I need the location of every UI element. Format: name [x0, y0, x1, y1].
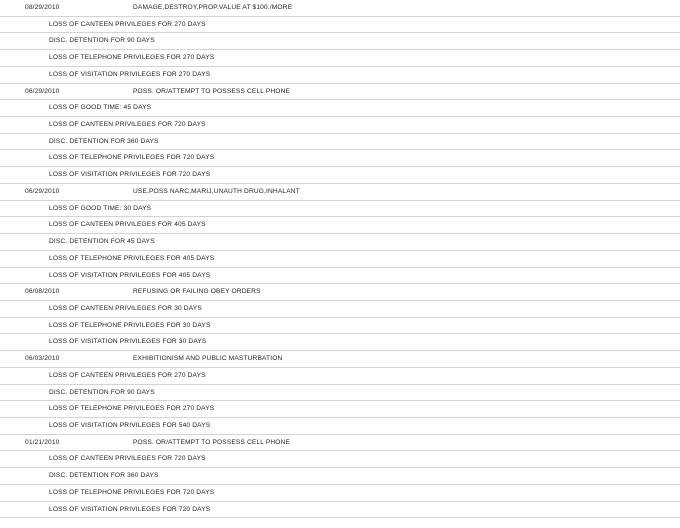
sanction-row: [0, 368, 680, 385]
sanction-text: LOSS OF VISITATION PRIVILEGES FOR 540 DAYS: [49, 421, 211, 429]
incident-row: [0, 184, 680, 201]
sanction-row: [0, 451, 680, 468]
incident-date: 06/08/2010: [25, 288, 60, 296]
sanction-text: LOSS OF GOOD TIME: 30 DAYS: [49, 204, 152, 212]
sanction-text: LOSS OF TELEPHONE PRIVILEGES FOR 30 DAYS: [49, 321, 211, 329]
sanction-text: DISC. DETENTION FOR 90 DAYS: [49, 388, 155, 396]
sanction-row: [0, 50, 680, 67]
sanction-text: LOSS OF VISITATION PRIVILEGES FOR 720 DAYS: [49, 505, 211, 513]
sanction-row: [0, 318, 680, 335]
sanction-row: [0, 201, 680, 218]
incident-offense: REFUSING OR FAILING OBEY ORDERS: [133, 288, 261, 296]
sanction-row: [0, 334, 680, 351]
sanction-text: LOSS OF CANTEEN PRIVILEGES FOR 720 DAYS: [49, 455, 206, 463]
incident-offense: POSS. OR/ATTEMPT TO POSSESS CELL PHONE: [133, 87, 291, 95]
sanction-text: LOSS OF CANTEEN PRIVILEGES FOR 30 DAYS: [49, 304, 202, 312]
sanction-text: DISC. DETENTION FOR 360 DAYS: [49, 137, 159, 145]
sanction-row: [0, 150, 680, 167]
incident-offense: USE,POSS NARC,MARIJ,UNAUTH DRUG,INHALANT: [133, 187, 300, 195]
incident-date: 06/03/2010: [25, 355, 60, 363]
sanction-row: [0, 33, 680, 50]
sanction-row: [0, 268, 680, 285]
sanction-text: LOSS OF TELEPHONE PRIVILEGES FOR 720 DAYS: [49, 488, 215, 496]
incident-row: [0, 284, 680, 301]
sanction-text: DISC. DETENTION FOR 90 DAYS: [49, 37, 155, 45]
sanction-row: [0, 67, 680, 84]
sanction-text: LOSS OF TELEPHONE PRIVILEGES FOR 720 DAYS: [49, 154, 215, 162]
incident-date: 01/21/2010: [25, 438, 60, 446]
sanction-text: LOSS OF VISITATION PRIVILEGES FOR 270 DAYS: [49, 70, 211, 78]
sanction-row: [0, 167, 680, 184]
sanction-row: [0, 485, 680, 502]
incident-offense: EXHIBITIONISM AND PUBLIC MASTURBATION: [133, 355, 283, 363]
sanction-text: LOSS OF TELEPHONE PRIVILEGES FOR 270 DAYS: [49, 54, 215, 62]
incident-date: 08/29/2010: [25, 4, 60, 11]
incident-row: [0, 351, 680, 368]
sanction-row: [0, 502, 680, 519]
sanction-text: DISC. DETENTION FOR 45 DAYS: [49, 238, 155, 246]
incident-offense: POSS. OR/ATTEMPT TO POSSESS CELL PHONE: [133, 438, 291, 446]
sanction-row: [0, 418, 680, 435]
incident-offense: DAMAGE,DESTROY,PROP.VALUE AT $100./MORE: [133, 4, 293, 11]
sanction-text: LOSS OF CANTEEN PRIVILEGES FOR 270 DAYS: [49, 371, 206, 379]
incident-date: 06/29/2010: [25, 187, 60, 195]
sanction-text: LOSS OF CANTEEN PRIVILEGES FOR 720 DAYS: [49, 121, 206, 129]
sanction-text: LOSS OF TELEPHONE PRIVILEGES FOR 405 DAYS: [49, 254, 215, 262]
sanction-text: LOSS OF CANTEEN PRIVILEGES FOR 270 DAYS: [49, 20, 206, 28]
sanction-text: LOSS OF GOOD TIME: 45 DAYS: [49, 104, 152, 112]
sanction-text: LOSS OF CANTEEN PRIVILEGES FOR 405 DAYS: [49, 221, 206, 229]
incident-row: [0, 0, 680, 17]
sanction-row: [0, 134, 680, 151]
sanction-row: [0, 468, 680, 485]
sanction-text: LOSS OF TELEPHONE PRIVILEGES FOR 270 DAYS: [49, 405, 215, 413]
sanction-row: [0, 401, 680, 418]
sanction-row: [0, 301, 680, 318]
incident-row: [0, 435, 680, 452]
sanction-row: [0, 251, 680, 268]
sanction-row: [0, 17, 680, 34]
sanction-text: DISC. DETENTION FOR 360 DAYS: [49, 472, 159, 480]
sanction-row: [0, 100, 680, 117]
sanction-row: [0, 234, 680, 251]
sanction-row: [0, 117, 680, 134]
incident-row: [0, 84, 680, 101]
sanction-row: [0, 385, 680, 402]
sanction-text: LOSS OF VISITATION PRIVILEGES FOR 405 DAYS: [49, 271, 211, 279]
sanction-row: [0, 217, 680, 234]
sanction-text: LOSS OF VISITATION PRIVILEGES FOR 30 DAYS: [49, 338, 207, 346]
sanction-text: LOSS OF VISITATION PRIVILEGES FOR 720 DAYS: [49, 171, 211, 179]
incident-date: 06/29/2010: [25, 87, 60, 95]
